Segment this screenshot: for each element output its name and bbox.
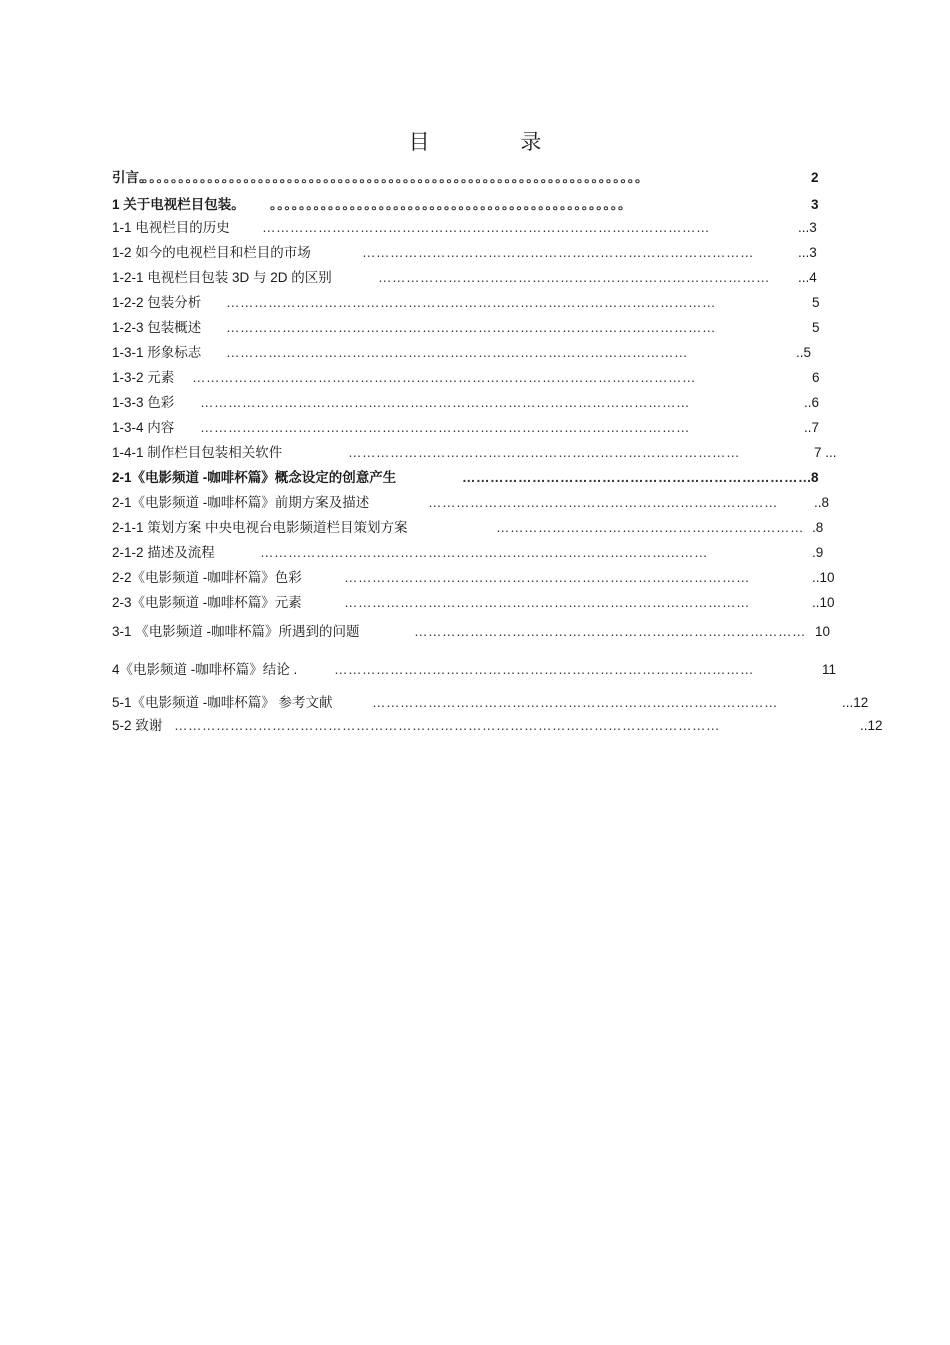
- toc-entry-page: 5: [812, 295, 820, 310]
- toc-entry-page: ...4: [798, 270, 817, 285]
- toc-entry-page: ..12: [860, 718, 883, 733]
- toc-title: 目 录: [408, 130, 584, 154]
- toc-entry-leader: …………………………………………………………: [496, 520, 804, 535]
- toc-entry-leader: ………………………………………………………………………………: [334, 662, 754, 677]
- toc-entry-label: 1-3-4 内容: [112, 420, 175, 435]
- toc-entry-leader: …………………………………………………………………………: [378, 270, 770, 285]
- toc-entry-label: 2-2《电影频道 -咖啡杯篇》色彩: [112, 570, 302, 585]
- toc-entry-leader: ……………………………………………………………………………: [372, 695, 778, 710]
- toc-entry-label: 2-1-2 描述及流程: [112, 545, 215, 560]
- toc-entry-leader: ……………………………………………………………………………………: [262, 220, 710, 235]
- toc-entry-page: ...3: [798, 220, 817, 235]
- toc-entry-label: 2-3《电影频道 -咖啡杯篇》元素: [112, 595, 302, 610]
- toc-entry-label: 1 关于电视栏目包装。: [112, 197, 245, 212]
- toc-entry-label: 3-1 《电影频道 -咖啡杯篇》所遇到的问题: [112, 624, 360, 639]
- toc-entry-page: 7 ...: [814, 445, 837, 460]
- toc-entry-page: .8: [812, 520, 824, 535]
- toc-entry-label: 1-2 如今的电视栏目和栏目的市场: [112, 245, 311, 260]
- toc-entry-label: 1-3-1 形象标志: [112, 345, 202, 360]
- toc-entry-leader: ……………………………………………………………………………………………: [200, 420, 690, 435]
- toc-entry-page: 5: [812, 320, 820, 335]
- toc-entry-label: 1-3-3 色彩: [112, 395, 175, 410]
- toc-entry-leader: ……………………………………………………………………………………: [260, 545, 708, 560]
- toc-entry-label: 1-1 电视栏目的历史: [112, 220, 230, 235]
- toc-entry-leader: …………………………………………………………………………: [362, 245, 754, 260]
- toc-entry-page: .9: [812, 545, 824, 560]
- toc-entry-leader: ……………………………………………………………………………: [344, 595, 750, 610]
- toc-entry-leader: ………………………………………………………………………………………………: [192, 370, 696, 385]
- toc-entry-label: 5-1《电影频道 -咖啡杯篇》 参考文献: [112, 695, 333, 710]
- toc-entry-leader: ……………………………………………………………………………………………: [200, 395, 690, 410]
- toc-entry-page: ...12: [842, 695, 869, 710]
- toc-entry-leader: …………………………………………………………………: [428, 495, 778, 510]
- toc-entry-page: 10: [815, 624, 831, 639]
- toc-entry-leader: 。。。。。。。。。。。。。。。。。。。。。。。。。。。。。。。。。。。。。。。。。。。。。。。。。: [270, 197, 632, 212]
- toc-entry-page: ..10: [812, 595, 835, 610]
- toc-entry-label: 2-1-1 策划方案 中央电视台电影频道栏目策划方案: [112, 520, 408, 535]
- toc-entry-label: 1-3-2 元素: [112, 370, 175, 385]
- toc-entry-label: 4《电影频道 -咖啡杯篇》结论 .: [112, 662, 298, 677]
- toc-entry-leader: ………………………………………………………………………………………………………: [174, 718, 720, 733]
- toc-entry-leader: ……………………………………………………………………………: [344, 570, 750, 585]
- toc-entry-page: ..10: [812, 570, 835, 585]
- toc-entry-label: 5-2 致谢: [112, 718, 163, 733]
- toc-entry-label: 1-2-1 电视栏目包装 3D 与 2D 的区别: [112, 270, 332, 285]
- toc-entry-page: 2: [811, 170, 819, 185]
- toc-entry-label: 1-2-2 包装分析: [112, 295, 202, 310]
- toc-entry-label: 1-2-3 包装概述: [112, 320, 202, 335]
- toc-entry-page: ...3: [798, 245, 817, 260]
- toc-entry-page: ..7: [804, 420, 820, 435]
- toc-entry-leader: …………………………………………………………………………: [414, 624, 806, 639]
- toc-entry-leader: ……………………………………………………………………………………………: [226, 320, 716, 335]
- toc-entry-label: 引言。: [112, 170, 153, 185]
- toc-entry-leader: …………………………………………………………………: [462, 470, 812, 485]
- toc-entry-page: 6: [812, 370, 820, 385]
- toc-entry-page: 3: [811, 197, 819, 212]
- toc-entry-leader: 。。。。。。。。。。。。。。。。。。。。。。。。。。。。。。。。。。。。。。。。。。。。。。。。。。。。。。。。。。。。。。。。。。。。。: [142, 170, 649, 185]
- toc-entry-leader: ……………………………………………………………………………………………: [226, 295, 716, 310]
- toc-entry-page: ..6: [804, 395, 820, 410]
- toc-entry-page: ..8: [814, 495, 830, 510]
- toc-entry-label: 2-1《电影频道 -咖啡杯篇》概念设定的创意产生: [112, 470, 397, 485]
- toc-entry-label: 2-1《电影频道 -咖啡杯篇》前期方案及描述: [112, 495, 370, 510]
- toc-entry-page: 11: [822, 662, 837, 677]
- toc-entry-label: 1-4-1 制作栏目包装相关软件: [112, 445, 283, 460]
- toc-entry-page: 8: [811, 470, 819, 485]
- toc-entry-page: ..5: [796, 345, 812, 360]
- toc-entry-leader: ………………………………………………………………………………………: [226, 345, 688, 360]
- toc-entry-leader: …………………………………………………………………………: [348, 445, 740, 460]
